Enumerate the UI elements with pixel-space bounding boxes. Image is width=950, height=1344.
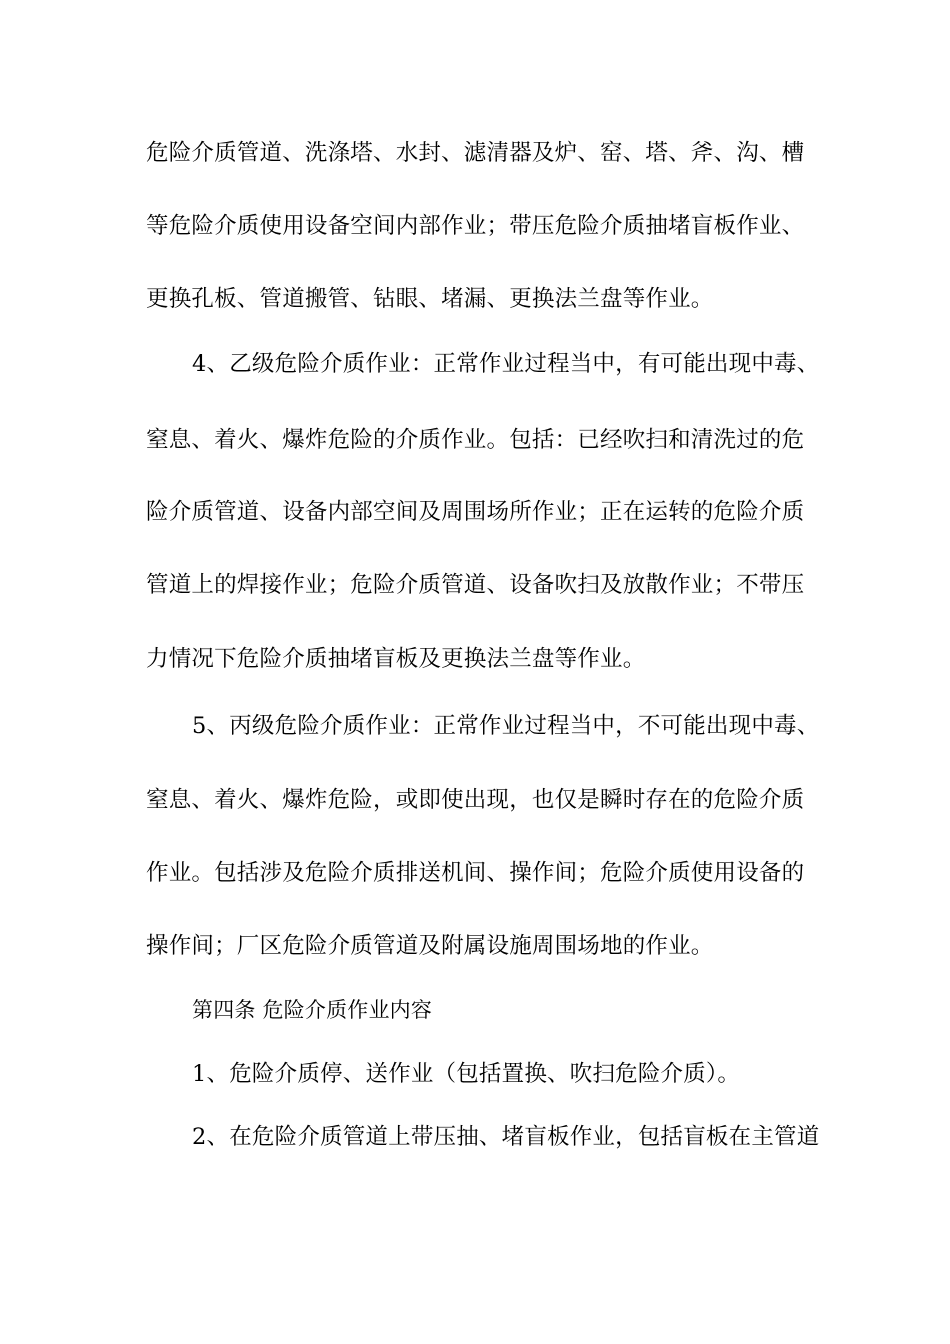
text-line: 险介质管道、设备内部空间及周围场所作业；正在运转的危险介质 — [146, 499, 805, 525]
text-line: 5、丙级危险介质作业：正常作业过程当中，不可能出现中毒、 — [192, 713, 820, 739]
text-line: 操作间；厂区危险介质管道及附属设施周围场地的作业。 — [146, 933, 714, 959]
text-line: 管道上的焊接作业；危险介质管道、设备吹扫及放散作业；不带压 — [146, 572, 805, 598]
text-line: 2、在危险介质管道上带压抽、堵盲板作业，包括盲板在主管道 — [192, 1124, 820, 1150]
text-line: 窒息、着火、爆炸危险，或即使出现，也仅是瞬时存在的危险介质 — [146, 787, 805, 813]
text-line: 危险介质管道、洗涤塔、水封、滤清器及炉、窑、塔、斧、沟、槽 — [146, 140, 805, 166]
text-line: 更换孔板、管道搬管、钻眼、堵漏、更换法兰盘等作业。 — [146, 286, 714, 312]
text-line: 作业。包括涉及危险介质排送机间、操作间；危险介质使用设备的 — [146, 860, 805, 886]
text-line: 4、乙级危险介质作业：正常作业过程当中，有可能出现中毒、 — [192, 351, 820, 377]
text-line: 力情况下危险介质抽堵盲板及更换法兰盘等作业。 — [146, 646, 646, 672]
section-heading: 第四条 危险介质作业内容 — [192, 998, 433, 1022]
text-line: 等危险介质使用设备空间内部作业；带压危险介质抽堵盲板作业、 — [146, 213, 805, 239]
text-line: 窒息、着火、爆炸危险的介质作业。包括：已经吹扫和清洗过的危 — [146, 427, 805, 453]
text-line: 1、危险介质停、送作业（包括置换、吹扫危险介质）。 — [192, 1061, 741, 1087]
